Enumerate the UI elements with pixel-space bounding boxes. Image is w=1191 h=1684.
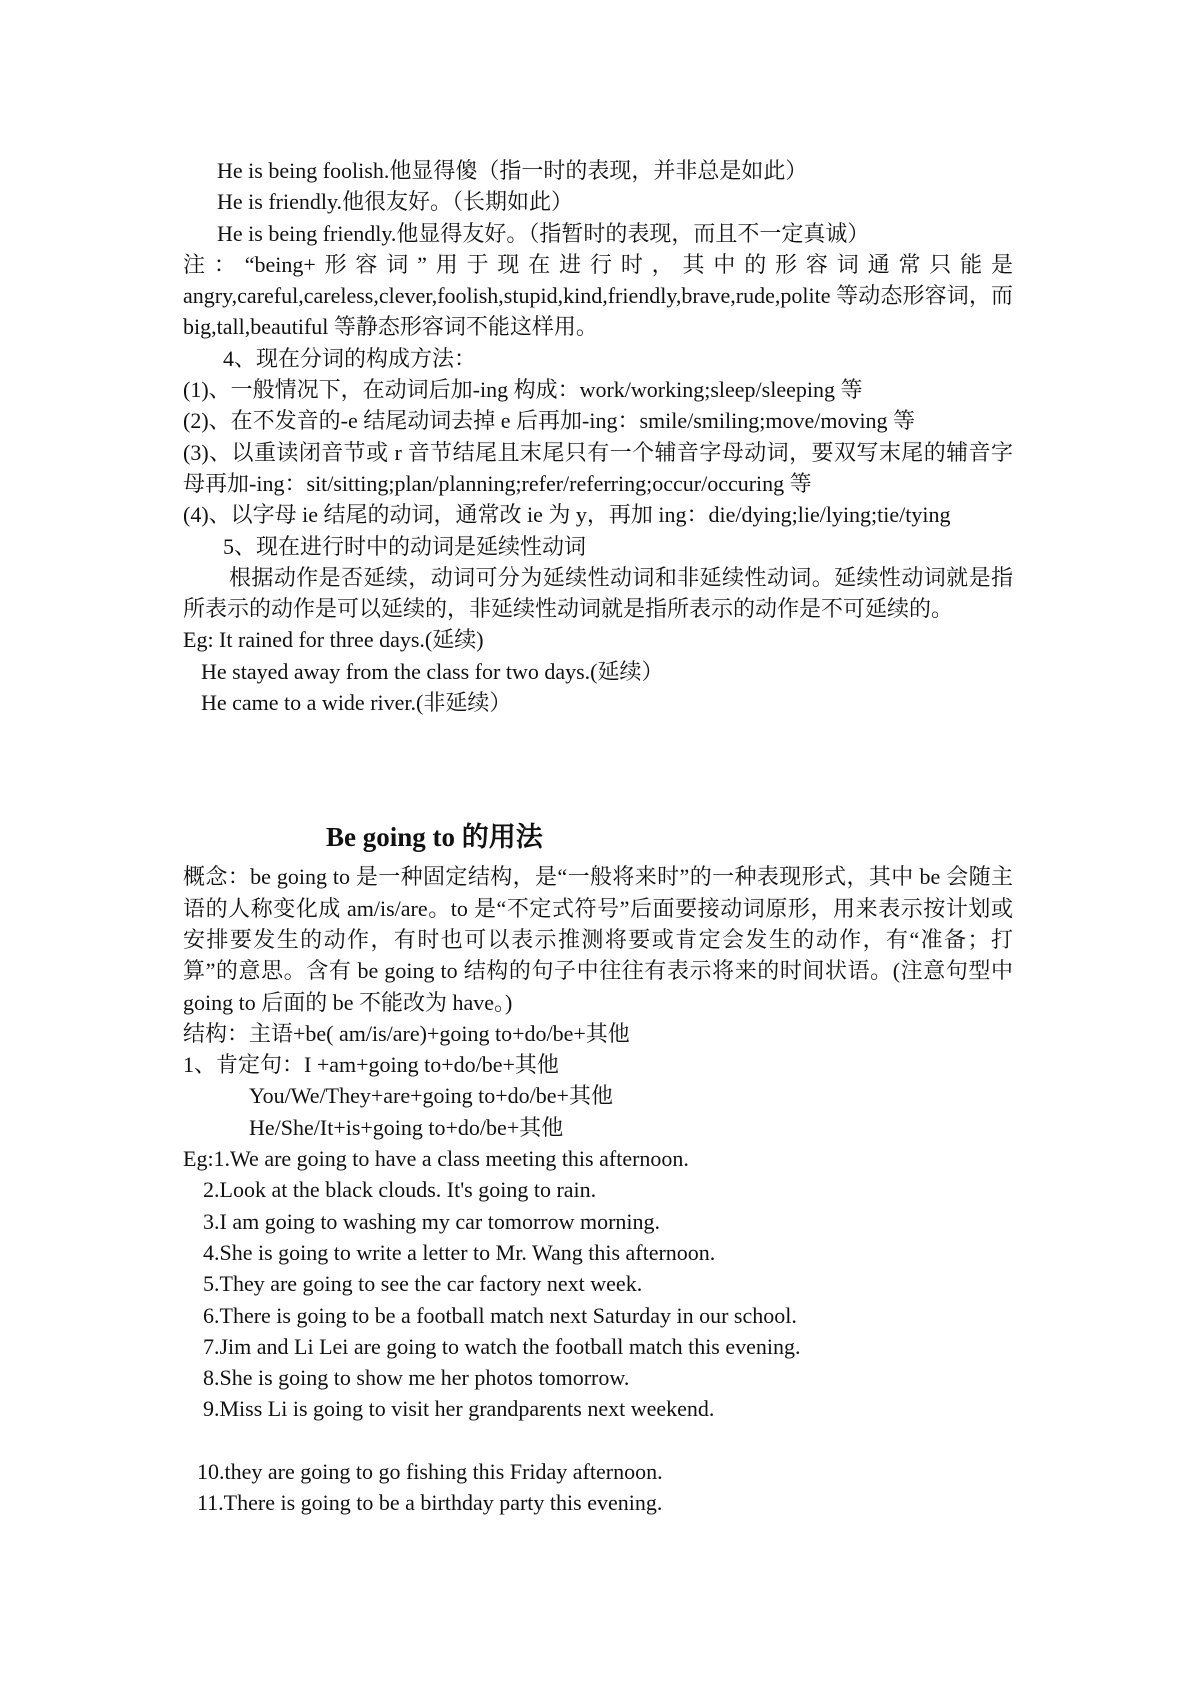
example-being-foolish: He is being foolish.他显得傻（指一时的表现，并非总是如此） xyxy=(217,158,808,183)
structure-line: 结构：主语+be( am/is/are)+going to+do/be+其他 xyxy=(183,1020,630,1046)
going-example-1: Eg:1.We are going to have a class meeting this afternoon. xyxy=(183,1146,689,1172)
continuity-example-3: He came to a wide river.(非延续） xyxy=(201,690,512,716)
section-gap xyxy=(183,718,1013,817)
continuity-example-1: Eg: It rained for three days.(延续) xyxy=(183,627,484,653)
continuity-example-2: He stayed away from the class for two days.(延续） xyxy=(201,658,664,684)
going-example-3: 3.I am going to washing my car tomorrow morning. xyxy=(203,1208,661,1234)
going-example-6: 6.There is going to be a football match next Saturday in our school. xyxy=(203,1302,797,1328)
going-example-8: 8.She is going to show me her photos tomorrow. xyxy=(203,1365,630,1391)
point5-title: 5、现在进行时中的动词是延续性动词 xyxy=(223,533,587,559)
example-being-friendly: He is being friendly.他显得友好。（指暂时的表现，而且不一定真诚） xyxy=(217,220,870,246)
going-example-7: 7.Jim and Li Lei are going to watch the football match this evening. xyxy=(203,1333,801,1359)
note-paragraph: 注：“being+形容词”用于现在进行时，其中的形容词通常只能是angry,careful,careless,clever,foolish,stupid,kind,friendly,brave,rude,polite 等动态形容词，而 big,tall,beautiful 等静态形容词不能这样用。 xyxy=(183,251,1013,340)
going-example-12: 11.There is going to be a birthday party this evening. xyxy=(197,1490,663,1516)
going-example-9: 9.Miss Li is going to visit her grandparents next weekend. xyxy=(203,1396,715,1422)
concept-paragraph: 概念：be going to 是一种固定结构，是“一般将来时”的一种表现形式，其中 be 会随主语的人称变化成 am/is/are。to 是“不定式符号”后面要接动词原形，用来表示按计划或安排要发生的动作，有时也可以表示推测将要或肯定会发生的动作，有“准备；打算”的意思。含有 be going to 结构的句子中往往有表示将来的时间状语。(注意句型中 going to 后面的 be 不能改为 have。) xyxy=(183,864,1013,1015)
example-friendly: He is friendly.他很友好。（长期如此） xyxy=(217,189,574,215)
point4-rule-3: (3)、以重读闭音节或 r 音节结尾且末尾只有一个辅音字母动词，要双写末尾的辅音字母再加-ing：sit/sitting;plan/planning;refer/referring;occur/occuring 等 xyxy=(183,439,1013,496)
point4-title: 4、现在分词的构成方法： xyxy=(223,345,477,371)
going-example-4: 4.She is going to write a letter to Mr. Wang this afternoon. xyxy=(203,1239,716,1265)
going-example-10 xyxy=(183,1425,1013,1456)
going-example-5: 5.They are going to see the car factory next week. xyxy=(203,1271,643,1297)
point5-body: 根据动作是否延续，动词可分为延续性动词和非延续性动词。延续性动词就是指所表示的动作是可以延续的，非延续性动词就是指所表示的动作是不可延续的。 xyxy=(183,564,1013,622)
point4-rule-4: (4)、以字母 ie 结尾的动词，通常改 ie 为 y，再加 ing：die/dying;lie/lying;tie/tying xyxy=(183,502,951,528)
going-example-2: 2.Look at the black clouds. It's going to rain. xyxy=(203,1177,597,1203)
going-example-11: 10.they are going to go fishing this Friday afternoon. xyxy=(197,1458,663,1484)
point4-rule-2: (2)、在不发音的-e 结尾动词去掉 e 后再加-ing：smile/smiling;move/moving 等 xyxy=(183,408,916,434)
document-page xyxy=(183,155,1013,1519)
affirmative-line-1: 1、肯定句：I +am+going to+do/be+其他 xyxy=(183,1052,559,1078)
point4-rule-1: (1)、一般情况下，在动词后加-ing 构成：work/working;sleep/sleeping 等 xyxy=(183,377,863,403)
affirmative-line-2: You/We/They+are+going to+do/be+其他 xyxy=(249,1083,613,1109)
section-heading: Be going to 的用法 xyxy=(326,822,543,853)
affirmative-line-3: He/She/It+is+going to+do/be+其他 xyxy=(249,1114,564,1140)
